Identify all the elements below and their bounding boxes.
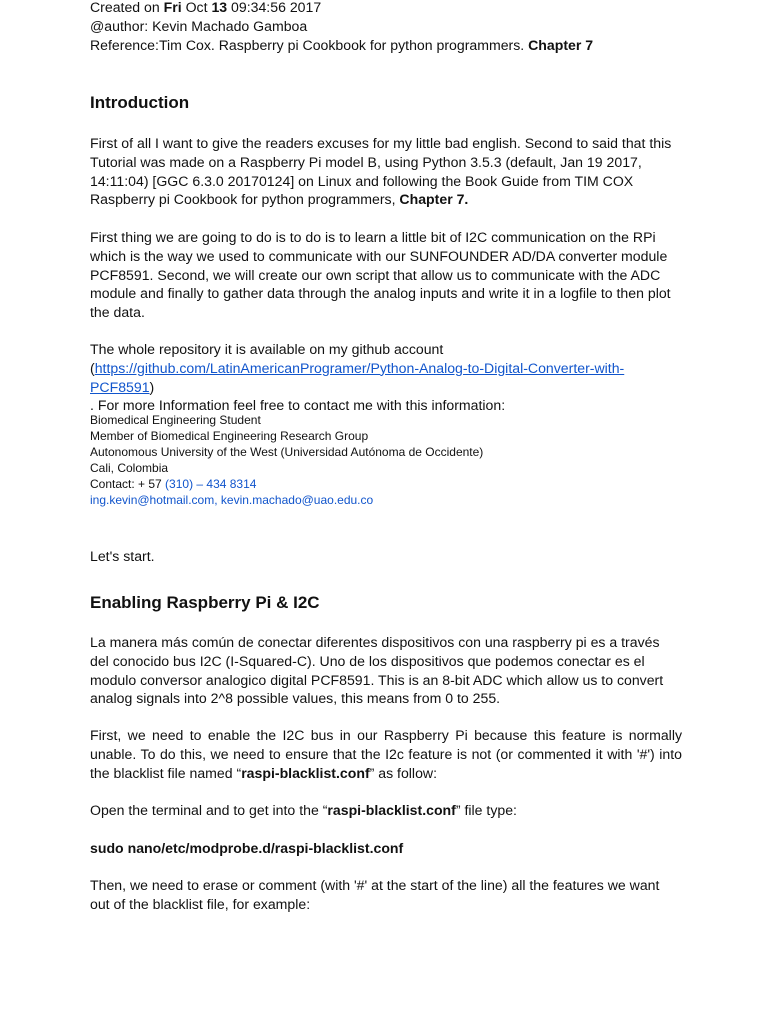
- enabling-p2-text: First, we need to enable the I2C bus in our Raspberry Pi because this feature is normally unable. To do this, we need to ensure that the I2c feature is not (or commented it with '#') into the blacklist file named “: [90, 727, 682, 781]
- repo-open-paren: (: [90, 359, 95, 376]
- email-link-hotmail[interactable]: ing.kevin@hotmail.com: [90, 493, 215, 507]
- phone-number[interactable]: (310) – 434 8314: [165, 477, 257, 491]
- contact-line-emails: [90, 492, 682, 508]
- repo-text: The whole repository it is available on my github account: [90, 341, 444, 357]
- created-mid: Oct: [181, 0, 212, 15]
- enabling-p3-end: ” file type:: [455, 802, 517, 818]
- created-day: Fri: [163, 0, 182, 15]
- intro-paragraph-1: [90, 134, 682, 209]
- enabling-paragraph-1: La manera más común de conectar diferentes dispositivos con una raspberry pi es a través del conocido bus I2C (I-Squared-C). Uno de los dispositivos que podemos conectar es el modulo conversor analogico digital PCF8591. This is an 8-bit ADC which allow us to convert analog signals into 2^8 possible values, this means from 0 to 255.: [90, 634, 664, 707]
- enabling-p2-end: ” as follow:: [369, 764, 437, 781]
- enabling-p3-filename: raspi-blacklist.conf: [327, 802, 456, 818]
- author-line: @author: Kevin Machado Gamboa: [90, 18, 308, 34]
- reference-prefix: Reference:Tim Cox. Raspberry pi Cookbook for python programmers.: [90, 37, 529, 53]
- email-link-uao[interactable]: kevin.machado@uao.edu.co: [220, 493, 374, 507]
- lets-start-text: Let's start.: [90, 548, 155, 564]
- github-repo-link[interactable]: https://github.com/LatinAmericanProgramer/Python-Analog-to-Digital-Converter-with-PCF8591: [90, 359, 625, 395]
- repo-close-paren: ): [149, 378, 155, 395]
- contact-line-student: Biomedical Engineering Student: [90, 413, 261, 427]
- intro-p1-chapter: Chapter 7.: [399, 191, 469, 208]
- enabling-p3-text: Open the terminal and to get into the “: [90, 802, 328, 818]
- enabling-paragraph-2: [90, 726, 682, 782]
- contact-line-group: Member of Biomedical Engineering Research Group: [90, 429, 369, 443]
- introduction-heading: Introduction: [90, 93, 190, 112]
- enabling-paragraph-4: Then, we need to erase or comment (with '#' at the start of the line) all the features we want out of the blacklist file, for example:: [90, 877, 660, 912]
- contact-line-city: Cali, Colombia: [90, 461, 169, 475]
- enabling-p2-filename: raspi-blacklist.conf: [241, 764, 370, 781]
- repo-contact-text: . For more Information feel free to contact me with this information:: [90, 397, 506, 414]
- reference-chapter: Chapter 7: [528, 37, 594, 53]
- reference-line: [90, 36, 700, 55]
- contact-line-university: Autonomous University of the West (Universidad Autónoma de Occidente): [90, 445, 484, 459]
- created-time: 09:34:56 2017: [227, 0, 322, 15]
- phone-prefix: Contact: + 57: [90, 477, 166, 491]
- contact-line-phone: [90, 476, 682, 492]
- email-separator: ,: [214, 493, 221, 507]
- intro-paragraph-3: [90, 340, 682, 415]
- enabling-paragraph-3: [90, 801, 682, 820]
- intro-p1-text: First of all I want to give the readers excuses for my little bad english. Second to said that this Tutorial was made on a Raspberry Pi model B, using Python 3.5.3 (default, Jan 19 2017, 14:11:04) [GGC 6.3.0 20170124] on Linux and following the Book Guide from TIM COX Raspberry pi Cookbook for python programmers,: [90, 135, 672, 208]
- created-date: 13: [211, 0, 228, 15]
- created-prefix: Created on: [90, 0, 164, 15]
- enabling-heading: Enabling Raspberry Pi & I2C: [90, 593, 320, 612]
- command-line: sudo nano/etc/modprobe.d/raspi-blacklist.conf: [90, 840, 404, 856]
- intro-paragraph-2: First thing we are going to do is to do is to learn a little bit of I2C communication on the RPi which is the way we used to communicate with our SUNFOUNDER AD/DA converter module PCF8591. Second, we will create our own script that allow us to communicate with the ADC module and finally to gather data through the analog inputs and write it in a logfile to then plot the data.: [90, 229, 671, 321]
- created-line: [90, 0, 682, 17]
